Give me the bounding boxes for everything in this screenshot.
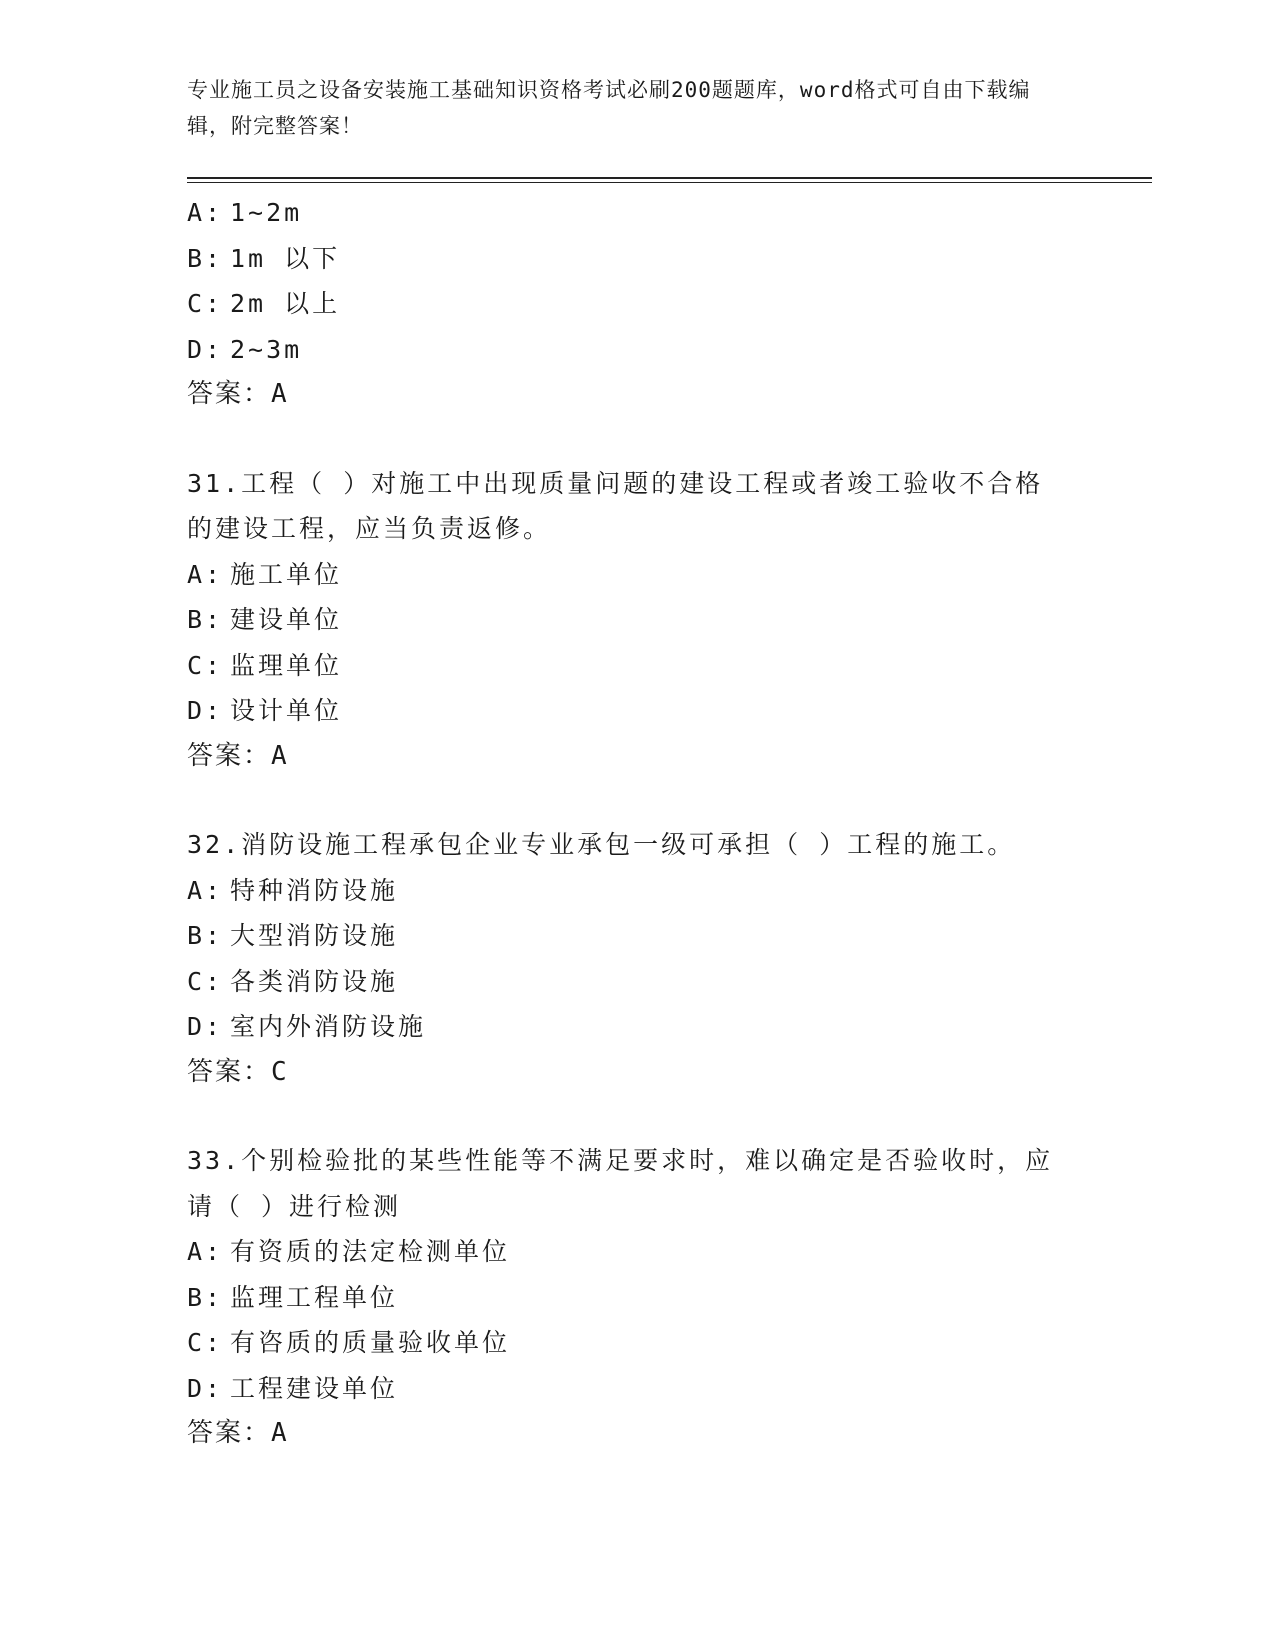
question-31 (187, 461, 1087, 780)
option-letter: D: (187, 334, 224, 364)
answer-line: 答案：A (187, 1418, 289, 1448)
header-rule-thick (187, 177, 1152, 179)
option-letter: C: (187, 966, 224, 996)
option-letter: D: (187, 696, 224, 725)
option-b (187, 236, 1087, 282)
option-c (187, 959, 1087, 1005)
option-letter: B: (187, 921, 224, 950)
option-text: 有资质的法定检测单位 (230, 1237, 511, 1266)
answer-line: 答案：C (187, 1056, 289, 1087)
option-text: 建设单位 (230, 605, 343, 634)
question-32 (187, 822, 1087, 1095)
option-text: 施工单位 (230, 559, 343, 589)
option-b (187, 1275, 1087, 1321)
option-d (187, 1366, 1087, 1412)
question-30-continuation (187, 190, 1087, 418)
option-text: 监理工程单位 (230, 1282, 399, 1312)
option-text: 有咨质的质量验收单位 (230, 1328, 511, 1357)
option-letter: C: (187, 1328, 224, 1357)
option-letter: B: (187, 1282, 224, 1312)
option-text: 特种消防设施 (230, 875, 399, 905)
option-text: 2m 以上 (230, 289, 341, 318)
option-letter: A: (187, 559, 224, 589)
option-a (187, 190, 1087, 236)
option-text: 设计单位 (230, 696, 343, 725)
question-33 (187, 1138, 1087, 1457)
question-stem: 31.工程（ ）对施工中出现质量问题的建设工程或者竣工验收不合格的建设工程，应当负责返修。 (187, 468, 1044, 543)
option-b (187, 597, 1087, 643)
option-letter: B: (187, 243, 224, 273)
header-rule-thin (187, 182, 1152, 183)
document-header: 专业施工员之设备安装施工基础知识资格考试必刷200题题库，word格式可自由下载编辑，附完整答案！ (187, 78, 1031, 138)
option-a (187, 552, 1087, 598)
option-c (187, 643, 1087, 689)
option-c (187, 1320, 1087, 1366)
option-d (187, 1004, 1087, 1050)
option-text: 1m 以下 (230, 243, 341, 273)
option-letter: D: (187, 1012, 224, 1041)
document-body (187, 190, 1087, 1457)
option-letter: A: (187, 198, 224, 227)
option-text: 2~3m (230, 334, 303, 364)
option-text: 大型消防设施 (230, 921, 399, 950)
option-d (187, 327, 1087, 373)
option-letter: B: (187, 605, 224, 634)
option-text: 室内外消防设施 (230, 1012, 427, 1041)
option-text: 工程建设单位 (230, 1373, 399, 1403)
option-letter: A: (187, 875, 224, 905)
option-c (187, 281, 1087, 327)
question-stem: 33.个别检验批的某些性能等不满足要求时，难以确定是否验收时，应请（ ）进行检测 (187, 1146, 1054, 1221)
option-a (187, 868, 1087, 914)
answer-line: 答案：A (187, 379, 289, 409)
answer-line: 答案：A (187, 740, 289, 771)
option-d (187, 688, 1087, 734)
option-letter: C: (187, 289, 224, 318)
option-letter: C: (187, 650, 224, 680)
option-letter: D: (187, 1373, 224, 1403)
question-stem: 32.消防设施工程承包企业专业承包一级可承担（ ）工程的施工。 (187, 830, 1016, 859)
option-a (187, 1229, 1087, 1275)
option-text: 1~2m (230, 198, 303, 227)
option-b (187, 913, 1087, 959)
option-letter: A: (187, 1237, 224, 1266)
option-text: 监理单位 (230, 650, 343, 680)
option-text: 各类消防设施 (230, 966, 399, 996)
